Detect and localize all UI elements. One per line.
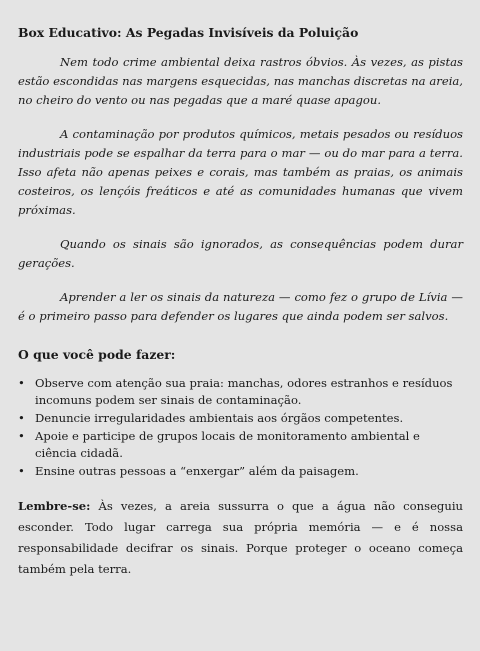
box-paragraph-1: Nem todo crime ambiental deixa rastros óbvios. Às vezes, as pistas estão escondidas nas margens esquecidas, nas manchas discretas na areia, no cheiro do vento ou nas pegadas que a maré quase apagou. <box>18 55 463 107</box>
actions-list <box>18 375 463 480</box>
list-item <box>18 428 463 462</box>
box-paragraph-3: Quando os sinais são ignorados, as consequências podem durar gerações. <box>18 237 463 270</box>
list-item <box>18 375 463 409</box>
box-title: Box Educativo: As Pegadas Invisíveis da Poluição <box>18 25 359 40</box>
list-item <box>18 463 463 480</box>
list-item-text: Denuncie irregularidades ambientais aos órgãos competentes. <box>35 411 404 425</box>
list-item <box>18 410 463 427</box>
list-item-text: Apoie e participe de grupos locais de monitoramento ambiental e ciência cidadã. <box>35 429 420 460</box>
remember-lead: Lembre-se: <box>18 499 91 513</box>
remember-text: Às vezes, a areia sussurra o que a água não conseguiu esconder. Todo lugar carrega sua própria memória — e é nossa responsabilidade decifrar os sinais. Porque proteger o oceano começa também pela terra. <box>18 499 463 576</box>
bullet-icon: • <box>18 376 25 390</box>
bullet-icon: • <box>18 464 25 478</box>
bullet-icon: • <box>18 429 25 443</box>
list-item-text: Observe com atenção sua praia: manchas, odores estranhos e resíduos incomuns podem ser sinais de contaminação. <box>35 376 453 407</box>
box-paragraph-2: A contaminação por produtos químicos, metais pesados ou resíduos industriais pode se espalhar da terra para o mar — ou do mar para a terra. Isso afeta não apenas peixes e corais, mas também as praias, os animais costeiros, os lençóis freáticos e até as comunidades humanas que vivem próximas. <box>18 127 463 217</box>
remember-paragraph <box>18 496 463 580</box>
actions-heading: O que você pode fazer: <box>18 347 176 362</box>
box-paragraph-4: Aprender a ler os sinais da natureza — como fez o grupo de Lívia — é o primeiro passo para defender os lugares que ainda podem ser salvos. <box>18 290 463 323</box>
list-item-text: Ensine outras pessoas a “enxergar” além da paisagem. <box>35 464 359 478</box>
bullet-icon: • <box>18 411 25 425</box>
